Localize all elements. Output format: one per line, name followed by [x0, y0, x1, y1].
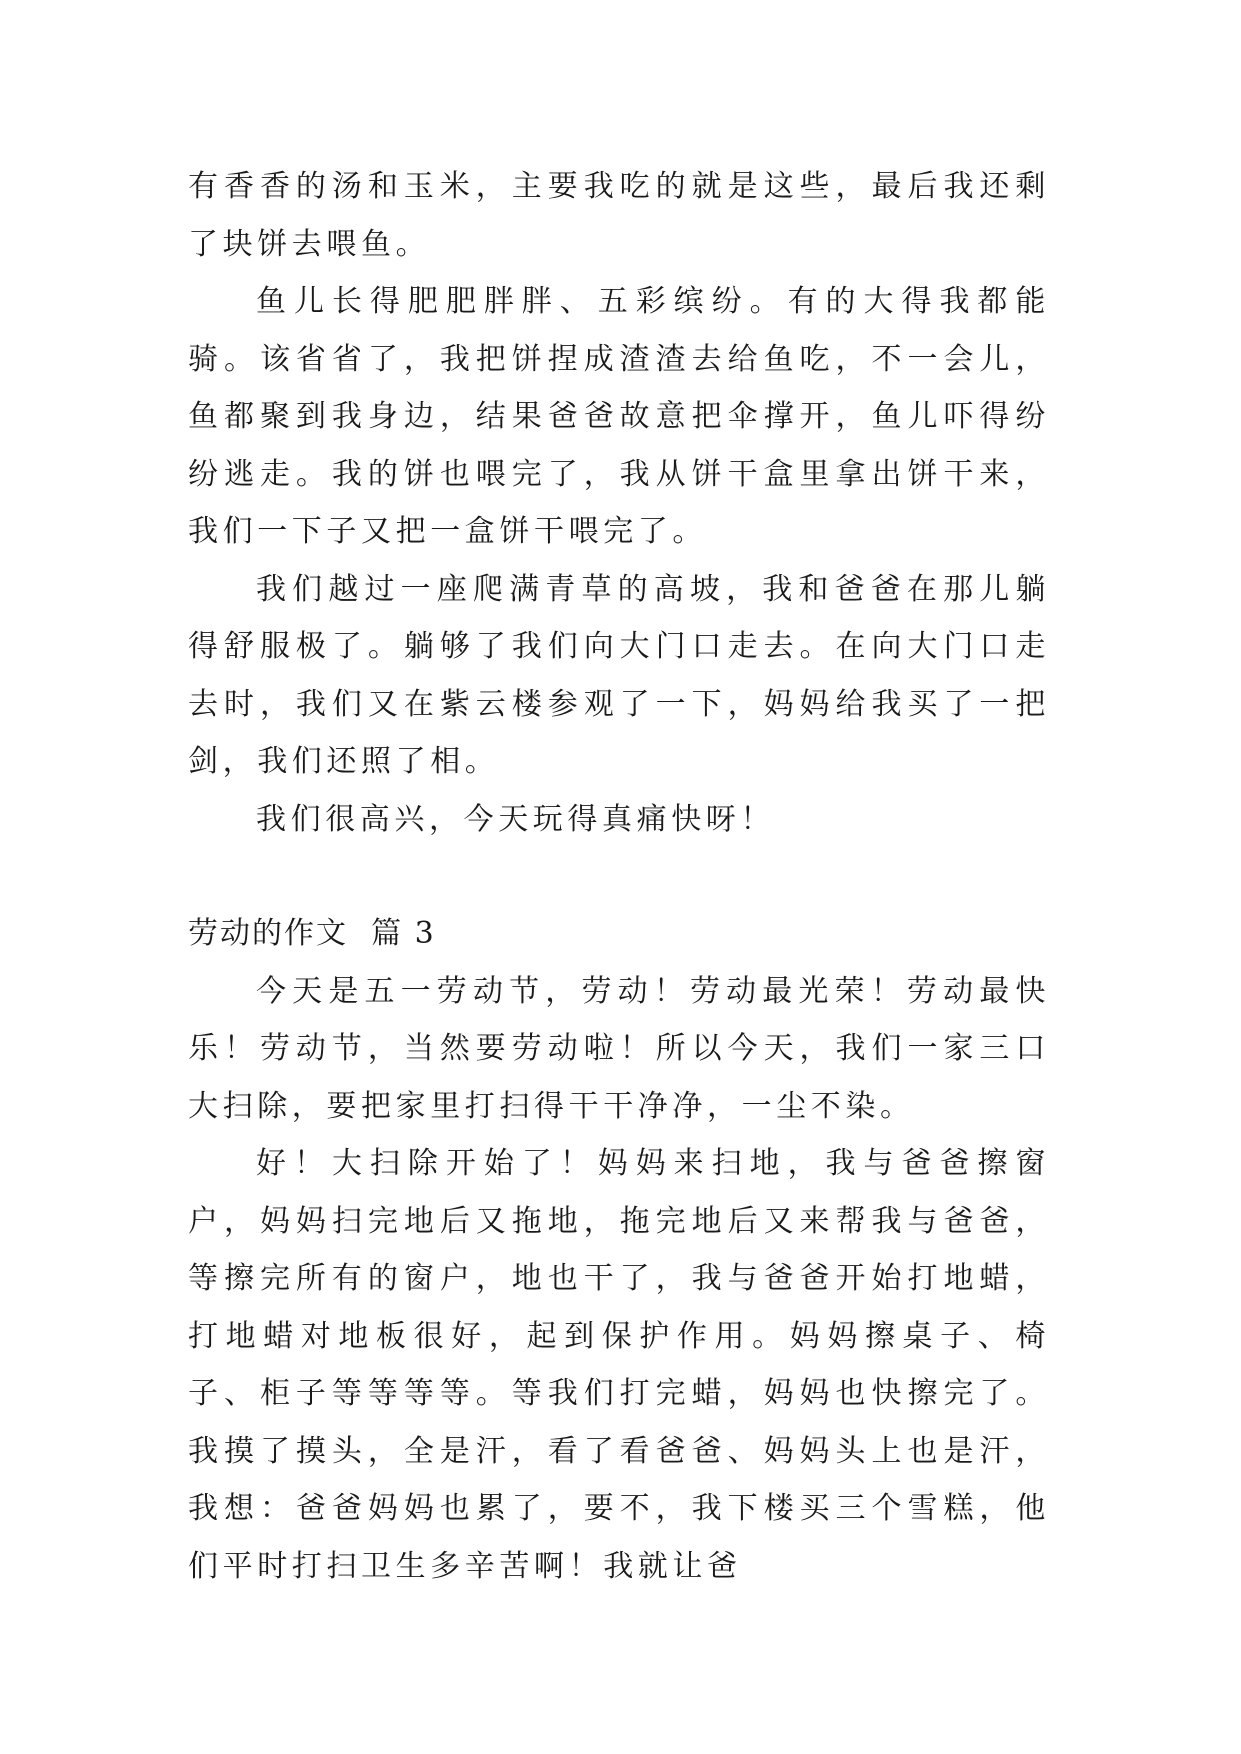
- paragraph-cleaning: 好！大扫除开始了！妈妈来扫地，我与爸爸擦窗户，妈妈扫完地后又拖地，拖完地后又来帮我与爸爸，等擦完所有的窗户，地也干了，我与爸爸开始打地蜡，打地蜡对地板很好，起到保护作用。妈妈擦桌子、椅子、柜子等等等等。等我们打完蜡，妈妈也快擦完了。我摸了摸头，全是汗，看了看爸爸、妈妈头上也是汗，我想：爸爸妈妈也累了，要不，我下楼买三个雪糕，他们平时打扫卫生多辛苦啊！我就让爸: [188, 1146, 1050, 1584]
- paragraph-labor-day: 今天是五一劳动节，劳动！劳动最光荣！劳动最快乐！劳动节，当然要劳动啦！所以今天，我们一家三口大扫除，要把家里打扫得干干净净，一尘不染。: [188, 973, 1050, 1124]
- paragraph-conclusion: 我们很高兴，今天玩得真痛快呀！: [256, 801, 775, 837]
- document-page: [188, 158, 1050, 1595]
- section-title: 劳动的作文 篇 3: [188, 916, 436, 951]
- paragraph-continued: 有香香的汤和玉米，主要我吃的就是这些，最后我还剩了块饼去喂鱼。: [188, 169, 1050, 262]
- paragraph-fish-feeding: 鱼儿长得肥肥胖胖、五彩缤纷。有的大得我都能骑。该省省了，我把饼捏成渣渣去给鱼吃，不一会儿，鱼都聚到我身边，结果爸爸故意把伞撑开，鱼儿吓得纷纷逃走。我的饼也喂完了，我从饼干盒里拿出饼干来，我们一下子又把一盒饼干喂完了。: [188, 284, 1050, 549]
- paragraph-hill-walk: 我们越过一座爬满青草的高坡，我和爸爸在那儿躺得舒服极了。躺够了我们向大门口走去。在向大门口走去时，我们又在紫云楼参观了一下，妈妈给我买了一把剑，我们还照了相。: [188, 571, 1050, 779]
- section-spacer: [188, 848, 1050, 905]
